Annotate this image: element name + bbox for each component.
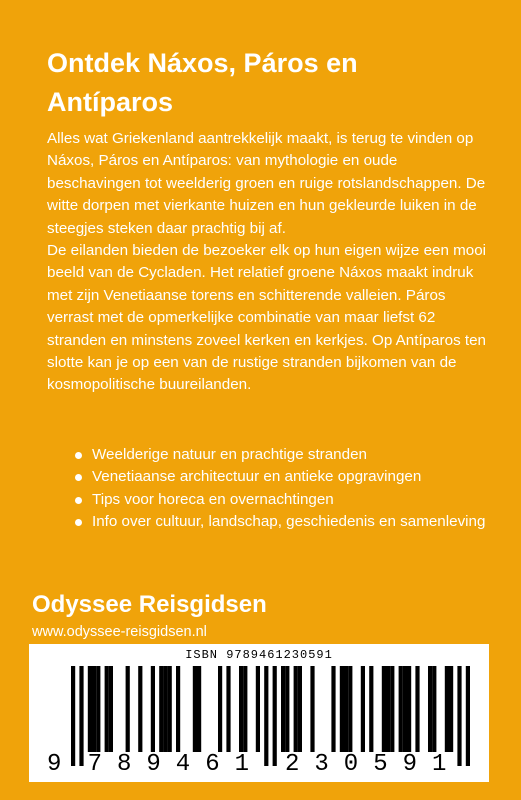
barcode-bar xyxy=(109,666,113,752)
barcode-bar xyxy=(449,666,453,752)
barcode-bar xyxy=(88,666,92,752)
barcode-bar xyxy=(159,666,163,752)
barcode-digit: 8 xyxy=(117,751,132,778)
barcode-bar xyxy=(218,666,222,752)
bullet-icon xyxy=(75,519,82,526)
description-paragraph: Alles wat Griekenland aantrekkelijk maakt, is terug te vinden op Náxos, Páros en Antíparos: van mythologie en oude beschavingen tot weelderig groen en ruige rotslandschappen. De witte dorpen met vierkante huizen en hun gekleurde luiken in de steegjes steken daar prachtig bij af. xyxy=(47,130,486,237)
barcode-bar xyxy=(407,666,411,752)
barcode-bar xyxy=(163,666,167,752)
barcode-bar xyxy=(361,666,365,752)
barcode-digit: 6 xyxy=(205,751,220,778)
barcode-bar xyxy=(168,666,172,752)
barcode-bar xyxy=(105,666,109,752)
barcode-bar xyxy=(193,666,197,752)
barcode-bar xyxy=(285,666,289,752)
barcode-bar xyxy=(264,666,268,766)
cover-title: Ontdek Náxos, Páros en Antíparos xyxy=(47,48,358,117)
barcode-digit: 9 xyxy=(146,751,161,778)
barcode-bar xyxy=(428,666,432,752)
feature-item xyxy=(47,511,487,533)
barcode-bar xyxy=(457,666,461,766)
feature-text: Venetiaanse architectuur en antieke opgravingen xyxy=(92,468,422,486)
barcode-digit: 1 xyxy=(432,751,447,778)
barcode-bar xyxy=(126,666,130,752)
bullet-icon xyxy=(75,474,82,481)
description-paragraph: De eilanden bieden de bezoeker elk op hun eigen wijze een mooi beeld van de Cycladen. Het relatief groene Náxos maakt indruk met zijn Venetiaanse torens en schitterende valleien. Páros verrast met de opmerkelijke combinatie van maar liefst 62 stranden en minstens zoveel kerken en kerkjes. Op Antíparos ten slotte kan je op een van de rustige stranden bijkomen van de kosmopolitische buureilanden. xyxy=(47,242,487,394)
barcode-bar xyxy=(79,666,83,766)
barcode-digit: 5 xyxy=(373,751,388,778)
feature-item xyxy=(47,466,487,488)
barcode-bar xyxy=(415,666,419,752)
bullet-icon xyxy=(75,452,82,459)
barcode-bar xyxy=(344,666,348,752)
barcode-bar xyxy=(382,666,386,752)
feature-item xyxy=(47,444,487,466)
barcode-digit: 9 xyxy=(47,751,62,778)
barcode-bar xyxy=(340,666,344,752)
barcode-bar xyxy=(239,666,243,752)
barcode-bar xyxy=(273,666,277,766)
barcode-bar xyxy=(386,666,390,752)
barcode-digit: 0 xyxy=(343,751,359,778)
bullet-icon xyxy=(75,497,82,504)
barcode-digit: 3 xyxy=(314,751,329,778)
feature-text: Info over cultuur, landschap, geschiedenis en samenleving xyxy=(92,513,486,531)
barcode-bar xyxy=(71,666,75,766)
barcode-digits xyxy=(29,752,489,778)
barcode-digit: 7 xyxy=(87,751,102,778)
isbn-label: ISBN 9789461230591 xyxy=(185,648,333,662)
barcode-digit: 2 xyxy=(285,751,300,778)
barcode-bar xyxy=(176,666,180,752)
barcode-bar xyxy=(243,666,247,752)
feature-text: Tips voor horeca en overnachtingen xyxy=(92,490,334,508)
barcode-digit: 4 xyxy=(175,751,191,778)
barcode-bar xyxy=(298,666,302,752)
publisher-name: Odyssee Reisgidsen xyxy=(32,591,267,618)
description xyxy=(47,128,487,397)
isbn-barcode xyxy=(29,644,489,782)
barcode-bar xyxy=(403,666,407,752)
barcode-bar xyxy=(197,666,201,752)
feature-text: Weelderige natuur en prachtige stranden xyxy=(92,446,367,463)
barcode-bar xyxy=(96,666,100,752)
barcode-bar xyxy=(445,666,449,752)
barcode-digit: 1 xyxy=(234,751,249,778)
barcode-bar xyxy=(281,666,285,752)
barcode-bar xyxy=(348,666,352,752)
feature-item xyxy=(47,489,487,511)
barcode-bar xyxy=(151,666,155,752)
barcode-digit: 9 xyxy=(402,751,417,778)
barcode-bar xyxy=(138,666,142,752)
barcode-bar xyxy=(399,666,403,752)
feature-list xyxy=(47,444,487,534)
publisher-website[interactable]: www.odyssee-reisgidsen.nl xyxy=(32,624,207,640)
barcode-bar xyxy=(369,666,373,752)
barcode-bar xyxy=(256,666,260,752)
barcode-bar xyxy=(92,666,96,752)
barcode-bar xyxy=(310,666,314,752)
barcode-bar xyxy=(331,666,335,752)
barcode-bar xyxy=(226,666,230,752)
barcode-bar xyxy=(466,666,470,766)
barcode-bar xyxy=(432,666,436,752)
barcode-bar xyxy=(294,666,298,752)
barcode-bar xyxy=(390,666,394,752)
